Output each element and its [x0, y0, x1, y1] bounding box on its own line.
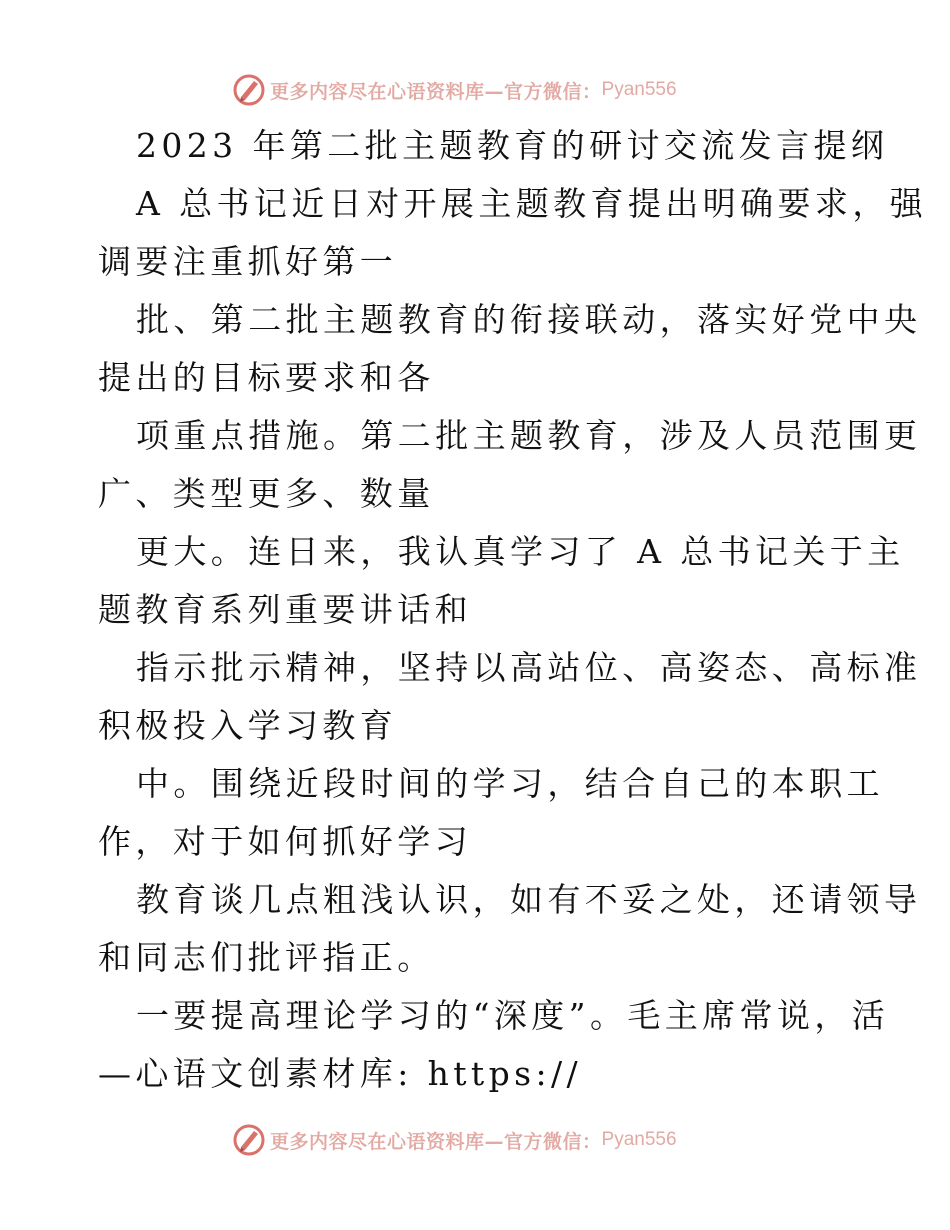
paragraph-line: 更大。连日来，我认真学习了 A 总书记关于主 [136, 532, 905, 571]
watermark-header [232, 72, 677, 108]
paragraph-line: 题教育系列重要讲话和 [98, 590, 472, 629]
watermark-logo-icon [232, 73, 266, 107]
paragraph-line: 广、类型更多、数量 [98, 474, 435, 513]
document-title: 2023 年第二批主题教育的研讨交流发言提纲 [136, 126, 889, 165]
watermark-handle: Pyan556 [601, 1129, 677, 1150]
watermark-logo-icon [232, 1123, 266, 1157]
paragraph-line: 指示批示精神，坚持以高站位、高姿态、高标准 [136, 648, 922, 687]
paragraph-line: 中。围绕近段时间的学习，结合自己的本职工 [136, 764, 884, 803]
watermark-text: 更多内容尽在心语资料库—官方微信： [270, 80, 602, 103]
paragraph-line: 和同志们批评指正。 [98, 938, 435, 977]
watermark-footer [232, 1122, 677, 1158]
paragraph-line: 提出的目标要求和各 [98, 358, 435, 397]
paragraph-line: 一要提高理论学习的“深度”。毛主席常说，活 [136, 996, 890, 1035]
paragraph-line: 积极投入学习教育 [98, 706, 398, 745]
paragraph-line: 调要注重抓好第一 [98, 242, 398, 281]
paragraph-line: 作，对于如何抓好学习 [98, 822, 472, 861]
paragraph-line: 批、第二批主题教育的衔接联动，落实好党中央 [136, 300, 922, 339]
source-line: —心语文创素材库: https:// [98, 1054, 582, 1093]
watermark-handle: Pyan556 [601, 79, 677, 100]
paragraph-line: A 总书记近日对开展主题教育提出明确要求，强 [136, 184, 928, 223]
paragraph-line: 教育谈几点粗浅认识，如有不妥之处，还请领导 [136, 880, 922, 919]
watermark-text: 更多内容尽在心语资料库—官方微信： [270, 1130, 602, 1153]
paragraph-line: 项重点措施。第二批主题教育，涉及人员范围更 [136, 416, 922, 455]
